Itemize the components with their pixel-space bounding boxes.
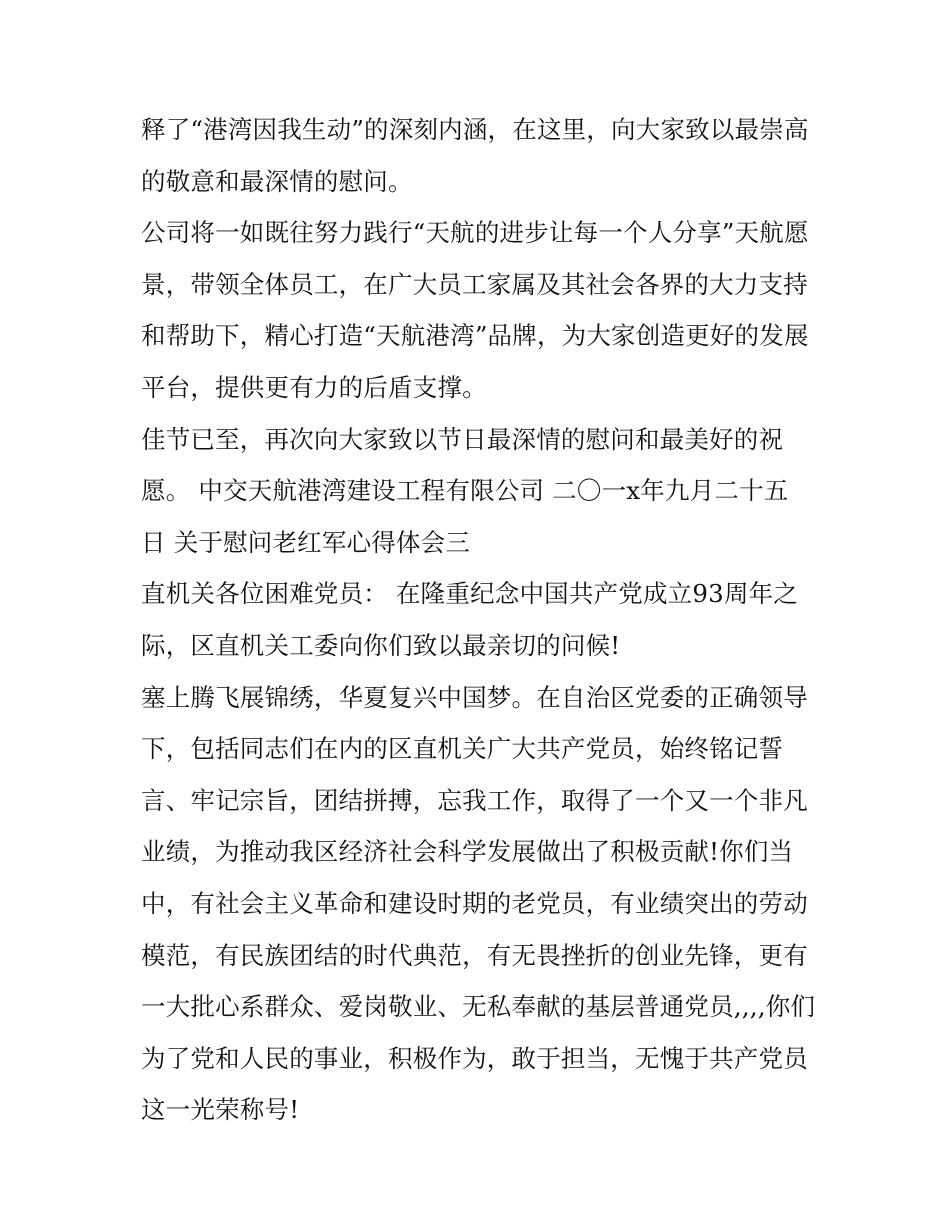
text-line: 际，区直机关工委向你们致以最亲切的问候! (141, 630, 621, 660)
text-line: 言、牢记宗旨，团结拼搏，忘我工作，取得了一个又一个非凡 (141, 785, 808, 815)
text-line: 平台，提供更有力的后盾支撑。 (141, 372, 487, 402)
text-line: 中，有社会主义革命和建设时期的老党员，有业绩突出的劳动 (141, 888, 808, 918)
body-text (141, 104, 821, 1136)
text-line: 愿。 中交天航港湾建设工程有限公司 二〇一x年九月二十五 (141, 476, 789, 506)
text-line: 为了党和人民的事业，积极作为，敢于担当，无愧于共产党员 (141, 1043, 808, 1073)
text-line: 这一光荣称号! (141, 1095, 300, 1125)
text-line: 模范，有民族团结的时代典范，有无畏挫折的创业先锋，更有 (141, 940, 808, 970)
text-line: 佳节已至，再次向大家致以节日最深情的慰问和最美好的祝 (141, 424, 784, 454)
text-line: 公司将一如既往努力践行“天航的进步让每一个人分享”天航愿 (141, 218, 809, 248)
text-line: 下，包括同志们在内的区直机关广大共产党员，始终铭记誓 (141, 734, 784, 764)
text-line: 日 关于慰问老红军心得体会三 (141, 527, 471, 557)
text-line: 和帮助下，精心打造“天航港湾”品牌，为大家创造更好的发展 (141, 321, 809, 351)
text-line: 释了“港湾因我生动”的深刻内涵，在这里，向大家致以最崇高 (141, 115, 809, 144)
text-line: 一大批心系群众、爱岗敬业、无私奉献的基层普通党员,,,,你们 (141, 992, 816, 1022)
text-line: 景，带领全体员工，在广大员工家属及其社会各界的大力支持 (141, 269, 808, 299)
text-line: 塞上腾飞展锦绣，华夏复兴中国梦。在自治区党委的正确领导 (141, 682, 808, 712)
text-line: 的敬意和最深情的慰问。 (141, 166, 413, 196)
text-line: 业绩，为推动我区经济社会科学发展做出了积极贡献!你们当 (141, 837, 794, 867)
text-line: 直机关各位困难党员： 在隆重纪念中国共产党成立93周年之 (141, 579, 799, 609)
